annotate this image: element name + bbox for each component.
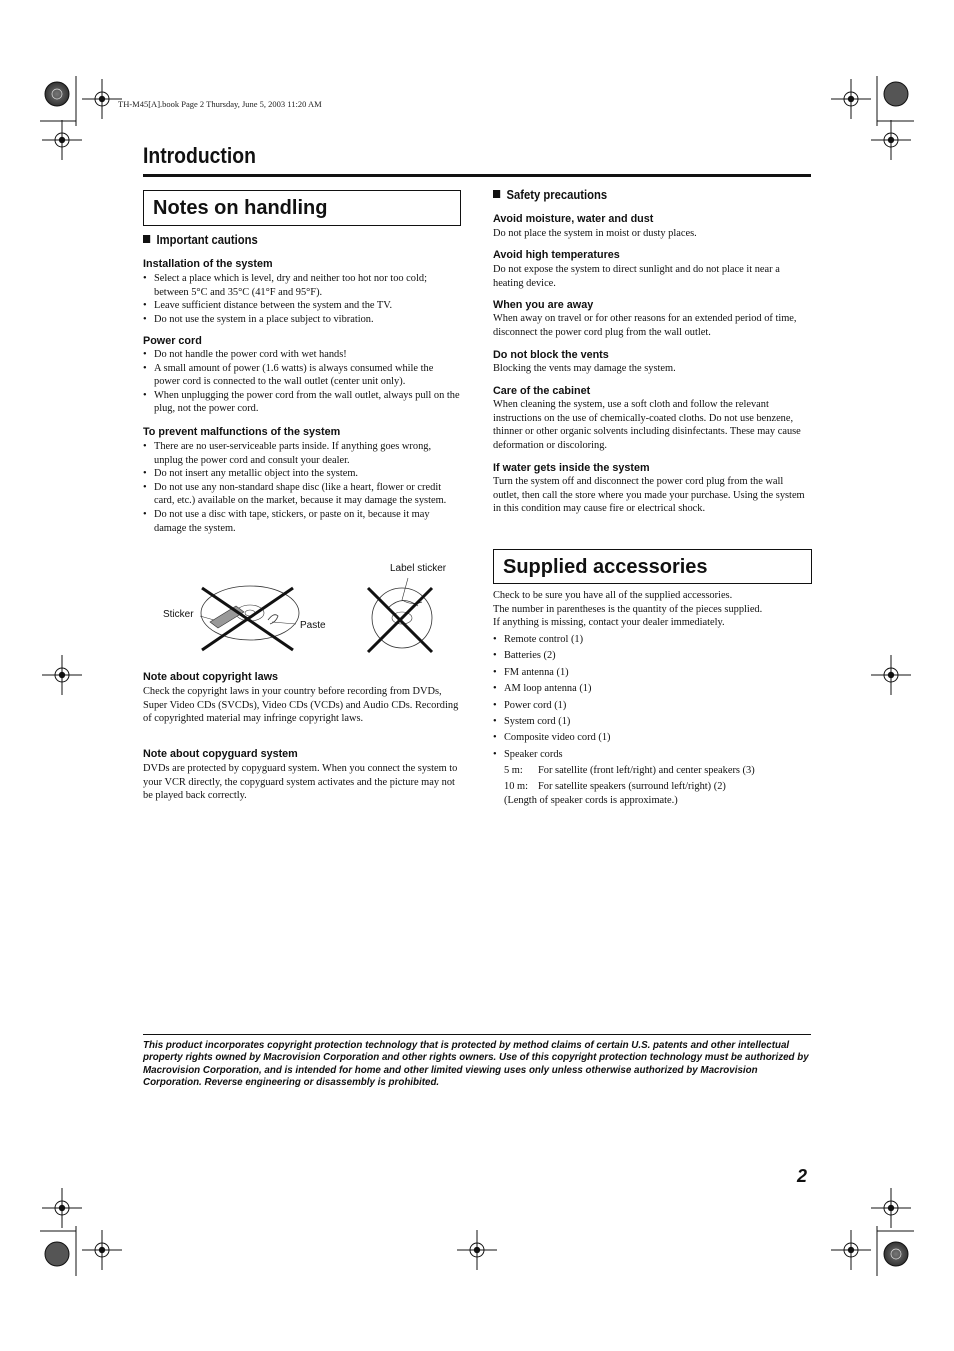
safety-text-cabinet: When cleaning the system, use a soft cloth and follow the relevant instructions on the use of chemically-coated cloths. Do not use benzene, thinner or other organic solvents including disinfectants. These may cause deformation or discoloring. [493,399,801,451]
safety-text-water: Turn the system off and disconnect the power cord plug from the wall outlet, then call the store where you made your purchase. Using the system in this condition may cause fire or electrical shock. [493,476,805,515]
cord-row [504,780,814,794]
safety-heading-cabinet: Care of the cabinet [493,385,591,397]
list-item: • Batteries (2) [493,649,813,665]
list-item: • FM antenna (1) [493,666,813,682]
list-item: • System cord (1) [493,715,813,731]
title-rule [143,174,811,177]
list-item: • Leave sufficient distance between the system and the TV. [143,299,461,313]
list-item: • Power cord (1) [493,699,813,715]
power-cord-list [143,348,461,416]
accessories-intro [493,589,813,630]
copyright-heading: Note about copyright laws [143,671,278,683]
safety-text-away: When away on travel or for other reasons for an extended period of time, disconnect the power cord plug from the wall outlet. [493,313,797,338]
list-item: • Do not use any non-standard shape disc (like a heart, flower or credit card, etc.) available on the market, because it may damage the system. [143,481,461,508]
footer-rule [143,1034,811,1035]
disc-with-sticker-icon [200,586,299,650]
important-cautions-label: Important cautions [156,233,258,247]
notes-on-handling-title: Notes on handling [143,190,461,226]
file-header: TH-M45[A].book Page 2 Thursday, June 5, 2003 11:20 AM [118,99,322,109]
safety-heading-vents: Do not block the vents [493,349,609,361]
safety-precautions-label: Safety precautions [506,188,608,202]
safety-heading-moisture: Avoid moisture, water and dust [493,213,654,225]
safety-precautions-heading [493,188,607,202]
target-disc-icon [45,1242,69,1266]
malfunctions-heading: To prevent malfunctions of the system [143,426,341,438]
supplied-accessories-title: Supplied accessories [493,549,812,584]
installation-list [143,272,461,326]
list-item: • Do not handle the power cord with wet hands! [143,348,461,362]
page-number: 2 [797,1166,808,1186]
copyguard-text [143,762,463,803]
safety-heading-away: When you are away [493,299,594,311]
list-item: • Select a place which is level, dry and neither too hot nor too cold; between 5°C and 35°C (41°F and 95°F). [143,272,461,299]
accessories-list [493,633,813,764]
speaker-cord-details [504,764,814,808]
cord-description: For satellite speakers (surround left/right) (2) [538,781,726,792]
target-disc-icon [884,1242,908,1266]
intro-line: The number in parentheses is the quantity of the pieces supplied. [493,603,763,615]
label-sticker-label: Label sticker [390,563,447,574]
intro-line: Check to be sure you have all of the supplied accessories. [493,590,733,601]
disc-with-label-sticker-icon [368,578,432,652]
paste-label: Paste [300,620,326,631]
malfunctions-list [143,440,461,535]
list-item: • Speaker cords [493,748,813,764]
macrovision-notice: This product incorporates copyright protection technology that is protected by method claims of certain U.S. patents and other intellectual property rights owned by Macrovision Corporation and other rights owners. Use of this copyright protection technology must be authorized by Macrovision Corporation, and is intended for home and other limited viewing uses only unless otherwise authorized by Macrovision Corporation. Reverse engineering or disassembly is prohibited. [143,1040,809,1089]
safety-text-temperature: Do not expose the system to direct sunlight and do not place it near a heating device. [493,264,780,289]
target-disc-icon [45,82,69,106]
safety-heading-temperature: Avoid high temperatures [493,249,620,261]
cord-length: 5 m: [504,765,523,776]
safety-text-moisture: Do not place the system in moist or dusty places. [493,228,697,239]
cord-note: (Length of speaker cords is approximate.) [504,795,678,806]
list-item: • Do not insert any metallic object into the system. [143,467,461,481]
list-item: • A small amount of power (1.6 watts) is always consumed while the power cord is connected to the wall outlet (center unit only). [143,362,461,389]
square-bullet-icon [493,190,500,198]
power-cord-heading: Power cord [143,335,202,347]
installation-heading: Installation of the system [143,258,273,270]
paragraph: DVDs are protected by copyguard system. When you connect the system to your VCR directly, the copyguard system activates and the picture may not be played back correctly. [143,763,458,802]
cord-length: 10 m: [504,781,528,792]
list-item: • Do not use a disc with tape, stickers, or paste on it, because it may damage the system. [143,508,461,535]
target-disc-icon [884,82,908,106]
sticker-label: Sticker [163,609,194,620]
list-item: • There are no user-serviceable parts inside. If anything goes wrong, unplug the power cord and consult your dealer. [143,440,461,467]
list-item: • AM loop antenna (1) [493,682,813,698]
paragraph: Check the copyright laws in your country before recording from DVDs, Super Video CDs (SVCDs), Video CDs (VCDs) and Audio CDs. Recording of copyrighted material may infringe copyright laws. [143,686,459,725]
list-item: • Remote control (1) [493,633,813,649]
cord-row [504,764,814,780]
list-item: • When unplugging the power cord from the wall outlet, always pull on the plug, not the power cord. [143,389,461,416]
list-item: • Composite video cord (1) [493,731,813,747]
cord-description: For satellite (front left/right) and center speakers (3) [538,765,755,776]
list-item: • Do not use the system in a place subject to vibration. [143,313,461,327]
square-bullet-icon [143,235,150,243]
safety-text-vents: Blocking the vents may damage the system. [493,363,676,374]
page-title: Introduction [143,143,256,168]
copyright-text [143,685,463,726]
important-cautions-heading [143,233,258,247]
intro-line: If anything is missing, contact your dealer immediately. [493,617,725,629]
copyguard-heading: Note about copyguard system [143,748,298,760]
safety-heading-water: If water gets inside the system [493,462,650,474]
